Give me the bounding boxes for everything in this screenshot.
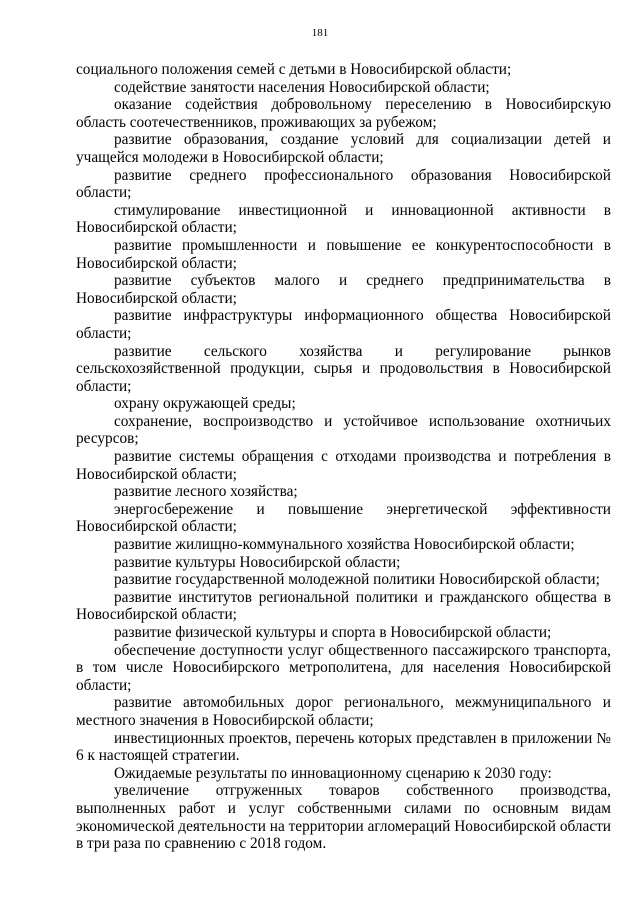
paragraph: развитие инфраструктуры информационного общества Новосибирской области; bbox=[76, 307, 611, 342]
paragraph: развитие субъектов малого и среднего предпринимательства в Новосибирской области; bbox=[76, 272, 611, 307]
paragraph: увеличение отгруженных товаров собственного производства, выполненных работ и услуг собственными силами по основным видам экономической деятельности на территории агломераций Новосибирской области в три раза по сравнению с 2018 годом. bbox=[76, 782, 611, 853]
paragraph: Ожидаемые результаты по инновационному сценарию к 2030 году: bbox=[114, 764, 552, 782]
paragraph: развитие среднего профессионального образования Новосибирской области; bbox=[76, 166, 611, 202]
paragraph: развитие сельского хозяйства и регулирование рынков сельскохозяйственной продукции, сырья и продовольствия в Новосибирской области; bbox=[76, 342, 611, 395]
paragraph: развитие системы обращения с отходами производства и потребления в Новосибирской области; bbox=[76, 448, 611, 483]
paragraph: развитие жилищно-коммунального хозяйства Новосибирской области; bbox=[114, 536, 575, 554]
paragraph: развитие автомобильных дорог регионального, межмуниципального и местного значения в Новосибирской области; bbox=[76, 694, 611, 729]
paragraph: охрану окружающей среды; bbox=[114, 395, 296, 413]
paragraph: развитие промышленности и повышение ее конкурентоспособности в Новосибирской области; bbox=[76, 236, 611, 272]
paragraph: развитие культуры Новосибирской области; bbox=[114, 553, 401, 571]
paragraph: оказание содействия добровольному переселению в Новосибирскую область соотечественников, проживающих за рубежом; bbox=[76, 96, 611, 131]
paragraph: содействие занятости населения Новосибирской области; bbox=[114, 78, 490, 96]
paragraph: сохранение, воспроизводство и устойчивое использование охотничьих ресурсов; bbox=[76, 412, 611, 448]
paragraph: развитие институтов региональной политики и гражданского общества в Новосибирской области; bbox=[76, 588, 611, 624]
paragraph: развитие образования, создание условий для социализации детей и учащейся молодежи в Новосибирской области; bbox=[76, 131, 611, 166]
paragraph: стимулирование инвестиционной и инновационной активности в Новосибирской области; bbox=[76, 201, 611, 237]
document-body bbox=[76, 61, 611, 853]
paragraph: инвестиционных проектов, перечень которых представлен в приложении № 6 к настоящей стратегии. bbox=[76, 729, 611, 765]
paragraph: социального положения семей с детьми в Новосибирской области; bbox=[76, 61, 512, 78]
paragraph: энергосбережение и повышение энергетической эффективности Новосибирской области; bbox=[76, 500, 611, 536]
paragraph: развитие государственной молодежной политики Новосибирской области; bbox=[114, 571, 600, 589]
paragraph: развитие физической культуры и спорта в Новосибирской области; bbox=[114, 624, 552, 641]
paragraph: развитие лесного хозяйства; bbox=[114, 483, 298, 501]
page-number: 181 bbox=[311, 27, 329, 39]
paragraph: обеспечение доступности услуг общественного пассажирского транспорта, в том числе Новосибирского метрополитена, для населения Новосибирской области; bbox=[76, 641, 611, 694]
